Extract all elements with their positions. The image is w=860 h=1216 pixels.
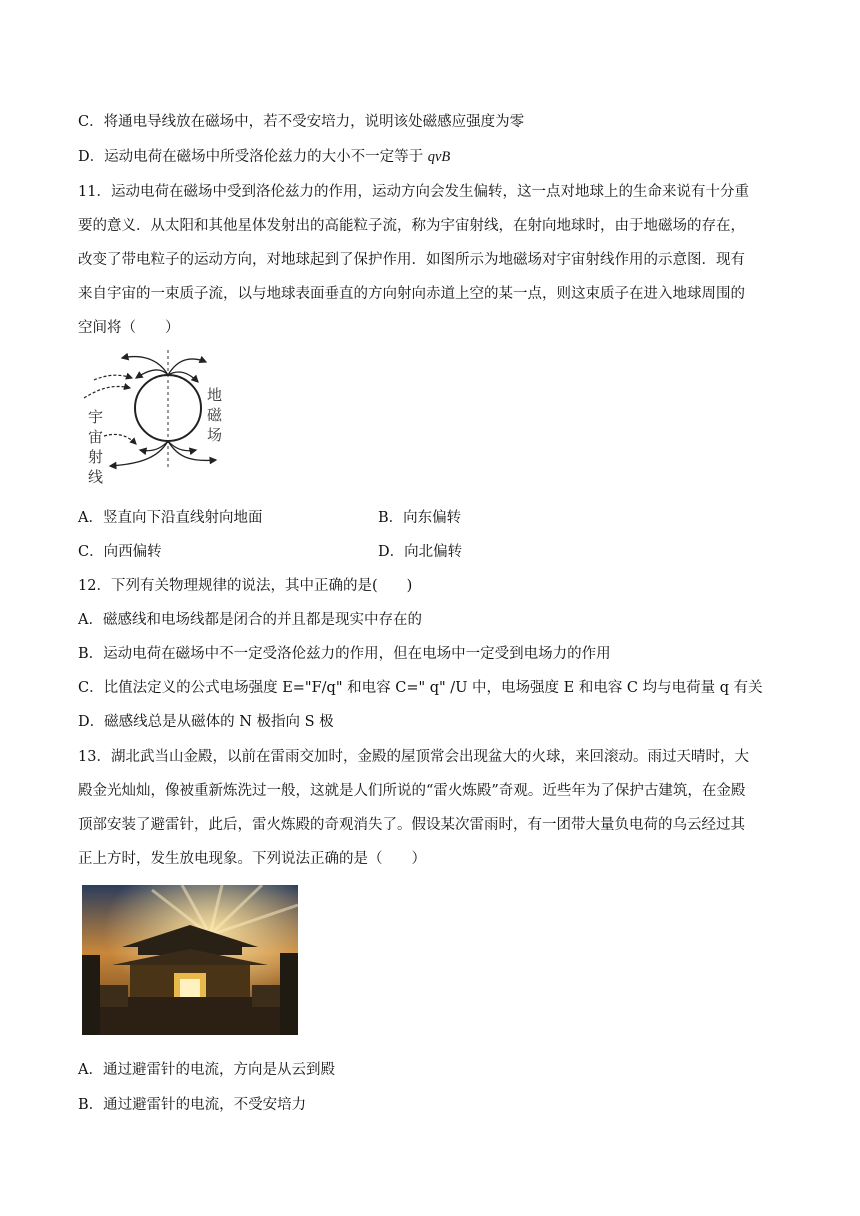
geomagnetic-label-char: 场 (207, 426, 223, 444)
geomagnetic-label-char: 地 (207, 386, 223, 404)
q12-stem: 12．下列有关物理规律的说法，其中正确的是( ) (78, 578, 413, 594)
field-line (136, 370, 168, 378)
q10-option-d-formula: qvB (427, 149, 451, 165)
golden-temple-photo (82, 885, 298, 1035)
cosmic-ray-label-char: 宙 (88, 428, 104, 446)
q12-option-c: C．比值法定义的公式电场强度 E="F/q" 和电容 C=" q" /U 中，电场强度 E 和电容 C 均与电荷量 q 有关 (78, 680, 763, 696)
q13-stem-line-2: 殿金光灿灿，像被重新炼洗过一般，这就是人们所说的“雷火炼殿”奇观。近些年为了保护古建筑，在金殿 (78, 783, 746, 799)
cosmic-ray-label-char: 射 (88, 448, 104, 466)
tree-silhouette (280, 953, 298, 1035)
cosmic-ray-label-char: 线 (88, 468, 104, 486)
cosmic-ray-path (84, 386, 130, 398)
q11-option-d: D．向北偏转 (378, 544, 463, 560)
q11-option-c: C．向西偏转 (78, 544, 162, 560)
q12-option-b: B．运动电荷在磁场中不一定受洛伦兹力的作用，但在电场中一定受到电场力的作用 (78, 646, 611, 662)
cosmic-ray-path (104, 434, 136, 444)
q13-option-a: A．通过避雷针的电流，方向是从云到殿 (78, 1062, 335, 1078)
temple-door-glow (180, 979, 200, 999)
q10-option-d (78, 145, 450, 166)
q11-option-a: A．竖直向下沿直线射向地面 (78, 510, 263, 526)
q13-option-b: B．通过避雷针的电流，不受安培力 (78, 1097, 307, 1113)
q11-stem-line-5: 空间将（ ） (78, 320, 180, 336)
field-line (168, 441, 196, 451)
q11-stem-line-3: 改变了带电粒子的运动方向，对地球起到了保护作用．如图所示为地磁场对宇宙射线作用的示意图．现有 (78, 252, 745, 268)
tree-silhouette (82, 955, 100, 1035)
q13-stem-line-3: 顶部安装了避雷针，此后，雷火炼殿的奇观消失了。假设某次雷雨时，有一团带大量负电荷的乌云经过其 (78, 817, 745, 833)
q12-option-d: D．磁感线总是从磁体的 N 极指向 S 极 (78, 714, 334, 730)
field-line (110, 441, 168, 466)
q11-stem-line-1: 11．运动电荷在磁场中受到洛伦兹力的作用，运动方向会发生偏转，这一点对地球上的生命来说有十分重 (78, 184, 749, 200)
field-line (140, 441, 168, 451)
geomagnetic-label-char: 磁 (207, 406, 223, 424)
q11-stem-line-4: 来自宇宙的一束质子流，以与地球表面垂直的方向射向赤道上空的某一点，则这束质子在进入地球周围的 (78, 286, 745, 302)
q11-option-b: B．向东偏转 (378, 510, 462, 526)
cosmic-ray-path (94, 375, 132, 380)
q13-stem-line-4: 正上方时，发生放电现象。下列说法正确的是（ ） (78, 851, 426, 867)
cosmic-ray-label-char: 宇 (88, 408, 104, 426)
q12-option-a: A．磁感线和电场线都是闭合的并且都是现实中存在的 (78, 612, 422, 628)
q11-stem-line-2: 要的意义．从太阳和其他星体发射出的高能粒子流，称为宇宙射线，在射向地球时，由于地磁场的存在， (78, 218, 745, 234)
q10-option-c: C．将通电导线放在磁场中，若不受安培力，说明该处磁感应强度为零 (78, 114, 525, 130)
earth-magnetic-field-figure (80, 348, 230, 488)
q13-stem-line-1: 13．湖北武当山金殿，以前在雷雨交加时，金殿的屋顶常会出现盆大的火球，来回滚动。雨过天晴时，大 (78, 749, 749, 765)
field-line (168, 372, 198, 382)
earth-circle (135, 375, 201, 441)
q10-option-d-text: D．运动电荷在磁场中所受洛伦兹力的大小不一定等于 (78, 149, 428, 165)
